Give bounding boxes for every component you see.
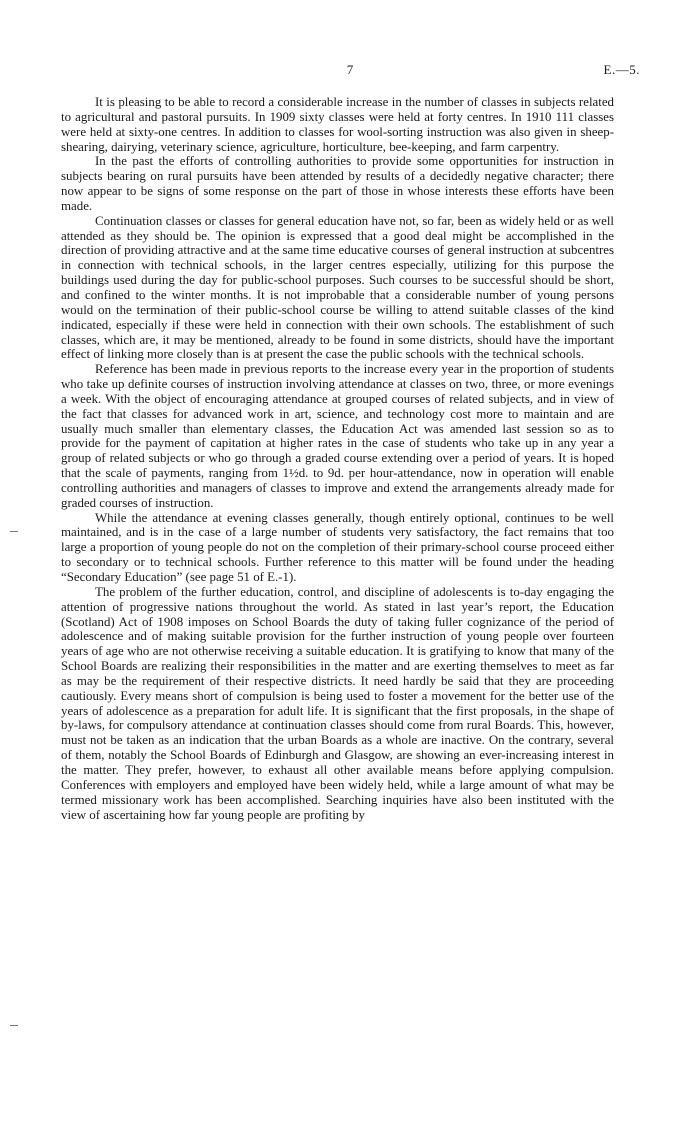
margin-mark xyxy=(10,531,18,532)
paragraph-continuation-classes: Continuation classes or classes for general education have not, so far, been as widely held or as well attended as they should be. The opinion is expressed that a good deal might be accomplished in the direction of providing attractive and at the same time educative courses of general instruction at subcentres in connection with technical schools, in the larger centres especially, utilizing for this purpose the buildings used during the day for public-school purposes. Such courses to be successful should be short, and confined to the winter months. It is not improbable that a considerable number of young persons would on the termination of their public-school course be willing to attend suitable classes of the kind indicated, especially if these were held in connection with their own schools. The establishment of such classes, which are, it may be mentioned, already to be found in some districts, should have the important effect of linking more closely than is at present the case the public schools with the technical schools. xyxy=(61,213,614,362)
document-reference: E.—5. xyxy=(603,62,640,77)
paragraph-rural-pursuits: In the past the efforts of controlling authorities to provide some opportunities for instruction in subjects bearing on rural pursuits have been attended by results of a decidedly negative character; there now appear to be signs of some response on the part of those in whose interests these efforts have been made. xyxy=(61,154,614,213)
paragraph-agricultural-classes: It is pleasing to be able to record a considerable increase in the number of classes in subjects related to agricultural and pastoral pursuits. In 1909 sixty classes were held at forty centres. In 1910 111 classes were held at sixty-one centres. In addition to classes for wool-sorting instruction was also given in sheep-shearing, dairying, veterinary science, agriculture, horticulture, bee-keeping, and farm carpentry. xyxy=(61,95,614,154)
body-text xyxy=(61,95,614,822)
page-number: 7 xyxy=(346,62,354,77)
paragraph-evening-attendance: While the attendance at evening classes generally, though entirely optional, continues to be well maintained, and is in the case of a large number of students very satisfactory, the fact remains that too large a proportion of young people do not on the completion of their primary-school course proceed either to secondary or to technical schools. Further reference to this matter will be found under the heading “Secondary Education” (see page 51 of E.-1). xyxy=(61,510,614,584)
paragraph-adolescent-education: The problem of the further education, control, and discipline of adolescents is to-day engaging the attention of progressive nations throughout the world. As stated in last year’s report, the Education (Scotland) Act of 1908 imposes on School Boards the duty of taking fuller cognizance of the period of adolescence and of making suitable provision for the further instruction of young people over fourteen years of age who are not otherwise receiving a suitable education. It is gratifying to know that many of the School Boards are realizing their responsibilities in the matter and are exerting themselves to meet as far as may be the requirement of their respective districts. It need hardly be said that they are proceeding cautiously. Every means short of compulsion is being used to foster a movement for the better use of the years of adolescence as a preparation for adult life. It is significant that the first proposals, in the shape of by-laws, for compulsory attendance at continuation classes should come from rural Boards. This, however, must not be taken as an indication that the urban Boards as a whole are inactive. On the contrary, several of them, notably the School Boards of Edinburgh and Glasgow, are showing an ever-increasing interest in the matter. They prefer, however, to exhaust all other available means before applying compulsion. Conferences with employers and employed have been widely held, while a large amount of what may be termed missionary work has been accomplished. Searching inquiries have also been instituted with the view of ascertaining how far young people are profiting by xyxy=(61,584,614,822)
margin-mark xyxy=(10,1025,18,1026)
paragraph-grouped-courses: Reference has been made in previous reports to the increase every year in the proportion of students who take up definite courses of instruction involving attendance at classes on two, three, or more evenings a week. With the object of encouraging attendance at grouped courses of related subjects, and in view of the fact that classes for advanced work in art, science, and technology cost more to maintain and are usually much smaller than elementary classes, the Education Act was amended last session so as to provide for the payment of capitation at higher rates in the case of students who take up in any year a group of related subjects or who go through a graded course extending over a period of years. It is hoped that the scale of payments, ranging from 1½d. to 9d. per hour-attendance, now in operation will enable controlling authorities and managers of classes to improve and extend the arrangements already made for graded courses of instruction. xyxy=(61,362,614,510)
